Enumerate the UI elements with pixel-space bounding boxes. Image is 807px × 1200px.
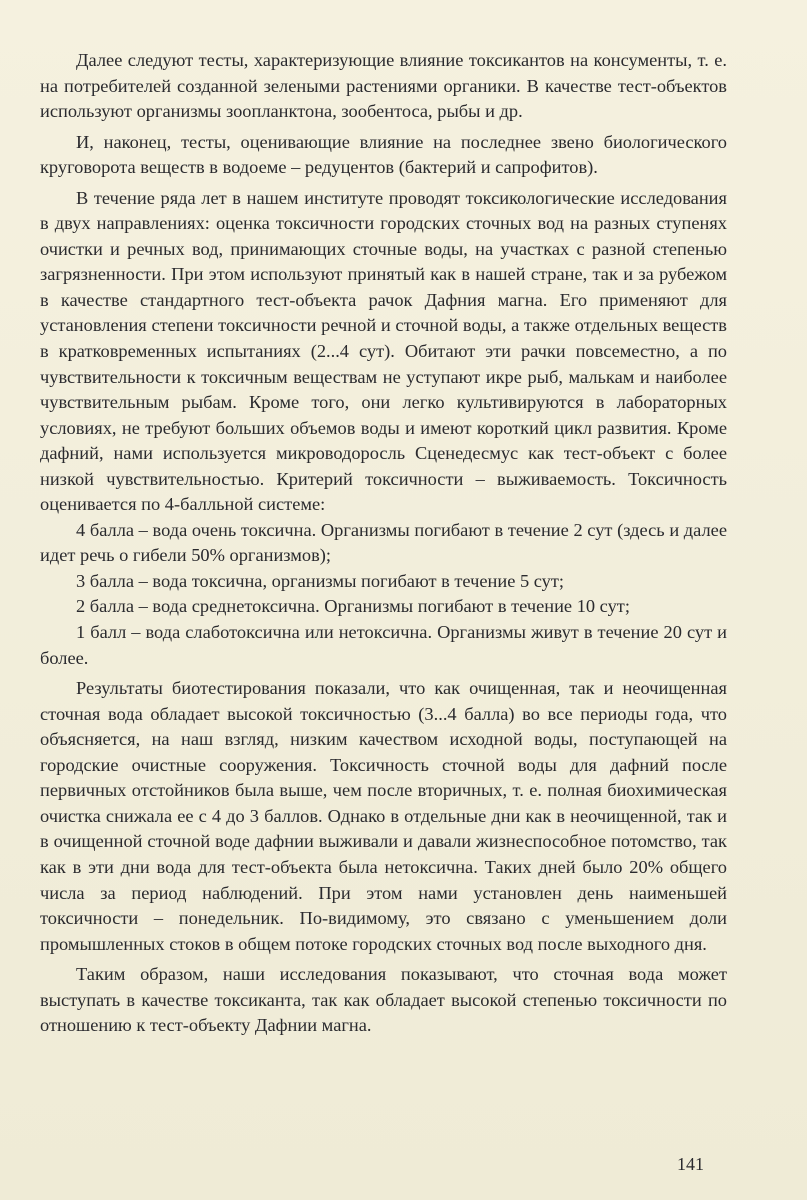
- paragraph-score-2: 2 балла – вода среднетоксична. Организмы погибают в течение 10 сут;: [76, 596, 630, 617]
- paragraph-consumers: Далее следуют тесты, характеризующие влияние токсикантов на консументы, т. е. на потребителей созданной зелеными растениями органики. В качестве тест-объектов используют организмы зоопланктона, зообентоса, рыбы и др.: [40, 50, 727, 122]
- paragraph-score-4: 4 балла – вода очень токсична. Организмы погибают в течение 2 сут (здесь и далее идет речь о гибели 50% организмов);: [40, 519, 727, 566]
- paragraph-research: В течение ряда лет в нашем институте проводят токсикологические исследования в двух направлениях: оценка токсичности городских сточных вод на разных ступенях очистки и речных вод, принимающих сточные воды, на участках с разной степенью загрязненности. При этом используют принятый как в нашей стране, так и за рубежом в качестве стандартного тест-объекта рачок Дафния магна. Его применяют для установления степени токсичности речной и сточной воды, а также отдельных веществ в кратковременных испытаниях (2...4 сут). Обитают эти рачки повсеместно, а по чувствительности к токсичным веществам не уступают икре рыб, малькам и наиболее чувствительным рыбам. Кроме того, они легко культивируются в лабораторных условиях, не требуют больших объемов воды и имеют короткий цикл развития. Кроме дафний, нами используется микроводоросль Сценедесмус как тест-объект с более низкой чувствительностью. Критерий токсичности – выживаемость. Токсичность оценивается по 4-балльной системе:: [40, 187, 727, 515]
- paragraph-results: Результаты биотестирования показали, что как очищенная, так и неочищенная сточная вода обладает высокой токсичностью (3...4 балла) во все периоды года, что объясняется, на наш взгляд, низким качеством исходной воды, поступающей на городские очистные сооружения. Токсичность сточной воды для дафний после первичных отстойников была выше, чем после вторичных, т. е. полная биохимическая очистка снижала ее с 4 до 3 баллов. Однако в отдельные дни как в неочищенной, так и в очищенной сточной воде дафнии выживали и давали жизнеспособное потомство, так как в эти дни вода для тест-объекта была нетоксична. Таких дней было 20% общего числа за период наблюдений. При этом нами установлен день наименьшей токсичности – понедельник. По-видимому, это связано с уменьшением доли промышленных стоков в общем потоке городских сточных вод после выходного дня.: [40, 678, 727, 954]
- page-number: 141: [677, 1154, 704, 1174]
- body-text: [40, 48, 727, 1039]
- paragraph-conclusion: Таким образом, наши исследования показывают, что сточная вода может выступать в качестве токсиканта, так как обладает высокой степенью токсичности по отношению к тест-объекту Дафнии магна.: [40, 964, 727, 1036]
- paragraph-reducers: И, наконец, тесты, оценивающие влияние на последнее звено биологического круговорота веществ в водоеме – редуцентов (бактерий и сапрофитов).: [40, 131, 727, 178]
- paragraph-score-3: 3 балла – вода токсична, организмы погибают в течение 5 сут;: [76, 570, 565, 591]
- paragraph-score-1: 1 балл – вода слаботоксична или нетоксична. Организмы живут в течение 20 сут и более.: [40, 622, 727, 668]
